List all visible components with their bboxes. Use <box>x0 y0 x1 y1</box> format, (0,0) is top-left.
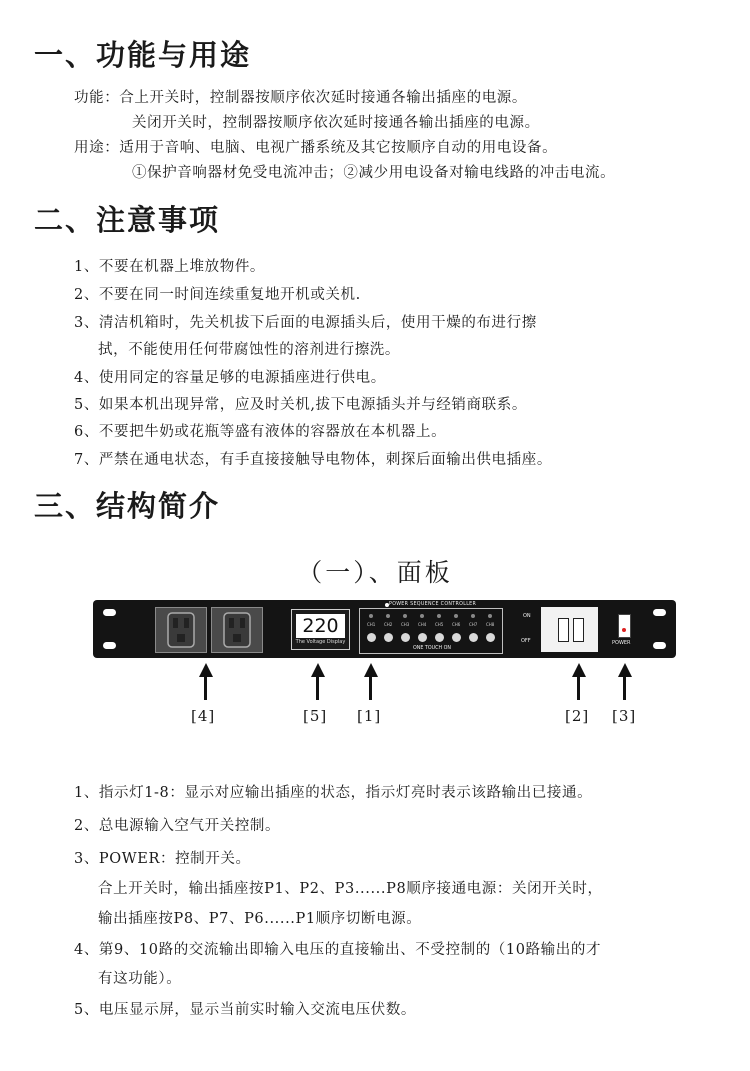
notice-line: 7、严禁在通电状态，有手直接接触导电物体，刺探后面输出供电插座。 <box>74 452 552 468</box>
notice-line: 拭，不能使用任何带腐蚀性的溶剂进行擦洗。 <box>98 342 400 358</box>
channel-button[interactable] <box>418 633 427 642</box>
section-title-notice: 二、注意事项 <box>34 203 221 237</box>
output-socket <box>211 607 263 653</box>
structure-line: 5、电压显示屏，显示当前实时输入交流电压伏数。 <box>74 1002 417 1018</box>
channel-led <box>437 614 441 618</box>
channel-label: CH7 <box>469 622 478 627</box>
notice-line: 3、清洁机箱时，先关机拔下后面的电源插头后，使用干燥的布进行擦 <box>74 315 537 331</box>
callout-label: [5] <box>303 707 328 725</box>
channel-label: CH6 <box>452 622 461 627</box>
callout-label: [3] <box>612 707 637 725</box>
arrow-shaft <box>316 675 319 700</box>
structure-line: 合上开关时，输出插座按P1、P2、P3......P8顺序接通电源：关闭开关时， <box>98 881 603 897</box>
channel-label: CH4 <box>418 622 427 627</box>
channel-button[interactable] <box>367 633 376 642</box>
structure-line: 4、第9、10路的交流输出即输入电压的直接输出、不受控制的（10路输出的才 <box>74 942 602 958</box>
breaker-on-label: ON <box>523 613 531 619</box>
channel-label: CH3 <box>401 622 410 627</box>
usage-line: ①保护音响器材免受电流冲击；②减少用电设备对输电线路的冲击电流。 <box>132 165 616 181</box>
device-front-panel <box>93 600 676 658</box>
channel-button[interactable] <box>384 633 393 642</box>
rack-mount-hole <box>653 642 666 649</box>
notice-line: 5、如果本机出现异常，应及时关机,拔下电源插头并与经销商联系。 <box>74 397 527 413</box>
channel-led <box>369 614 373 618</box>
channel-led <box>386 614 390 618</box>
power-indicator-icon <box>622 628 626 632</box>
channel-button[interactable] <box>486 633 495 642</box>
structure-line: 1、指示灯1-8：显示对应输出插座的状态，指示灯亮时表示该路输出已接通。 <box>74 785 593 801</box>
structure-line: 3、POWER：控制开关。 <box>74 851 251 867</box>
section-title-function: 一、功能与用途 <box>34 38 252 72</box>
voltage-value: 220 <box>296 614 345 638</box>
panel-title: （一）、面板 <box>297 558 453 587</box>
channel-label: CH2 <box>384 622 393 627</box>
usage-line: 用途：适用于音响、电脑、电视广播系统及其它按顺序自动的用电设备。 <box>74 140 558 156</box>
channel-button[interactable] <box>469 633 478 642</box>
arrow-shaft <box>577 675 580 700</box>
breaker-lever[interactable] <box>558 618 569 642</box>
channel-label: CH1 <box>367 622 376 627</box>
rack-mount-hole <box>103 642 116 649</box>
arrow-shaft <box>623 675 626 700</box>
power-label: POWER <box>612 640 631 646</box>
arrow-shaft <box>204 675 207 700</box>
channel-button[interactable] <box>452 633 461 642</box>
structure-line: 2、总电源输入空气开关控制。 <box>74 818 281 834</box>
voltage-display-caption: The Voltage Display <box>295 639 346 645</box>
channel-led <box>454 614 458 618</box>
structure-line: 输出插座按P8、P7、P6......P1顺序切断电源。 <box>98 911 422 927</box>
channel-led <box>488 614 492 618</box>
function-line: 功能：合上开关时，控制器按顺序依次延时接通各输出插座的电源。 <box>74 90 527 106</box>
channel-label: CH5 <box>435 622 444 627</box>
breaker-lever[interactable] <box>573 618 584 642</box>
callout-label: [1] <box>357 707 382 725</box>
notice-line: 4、使用同定的容量足够的电源插座进行供电。 <box>74 370 386 386</box>
arrow-shaft <box>369 675 372 700</box>
notice-line: 1、不要在机器上堆放物件。 <box>74 259 266 275</box>
notice-line: 6、不要把牛奶或花瓶等盛有液体的容器放在本机器上。 <box>74 424 447 440</box>
channel-led <box>471 614 475 618</box>
channel-led <box>420 614 424 618</box>
structure-line: 有这功能）。 <box>98 971 182 987</box>
universal-socket-icon <box>156 608 206 652</box>
section-title-structure: 三、结构简介 <box>34 489 221 523</box>
channel-led <box>403 614 407 618</box>
output-socket <box>155 607 207 653</box>
function-line: 关闭开关时，控制器按顺序依次延时接通各输出插座的电源。 <box>132 115 540 131</box>
channel-button[interactable] <box>435 633 444 642</box>
breaker-off-label: OFF <box>521 638 531 644</box>
controller-subtitle: ONE TOUCH ON <box>413 646 451 651</box>
channel-button[interactable] <box>401 633 410 642</box>
controller-title: POWER SEQUENCE CONTROLLER <box>389 602 477 607</box>
rack-mount-hole <box>103 609 116 616</box>
universal-socket-icon <box>212 608 262 652</box>
voltage-display <box>291 609 350 650</box>
rack-mount-hole <box>653 609 666 616</box>
notice-line: 2、不要在同一时间连续重复地开机或关机. <box>74 287 361 303</box>
callout-label: [4] <box>191 707 216 725</box>
air-breaker-switch[interactable] <box>541 607 598 652</box>
power-switch[interactable] <box>618 614 631 638</box>
channel-label: CH8 <box>486 622 495 627</box>
callout-label: [2] <box>565 707 590 725</box>
